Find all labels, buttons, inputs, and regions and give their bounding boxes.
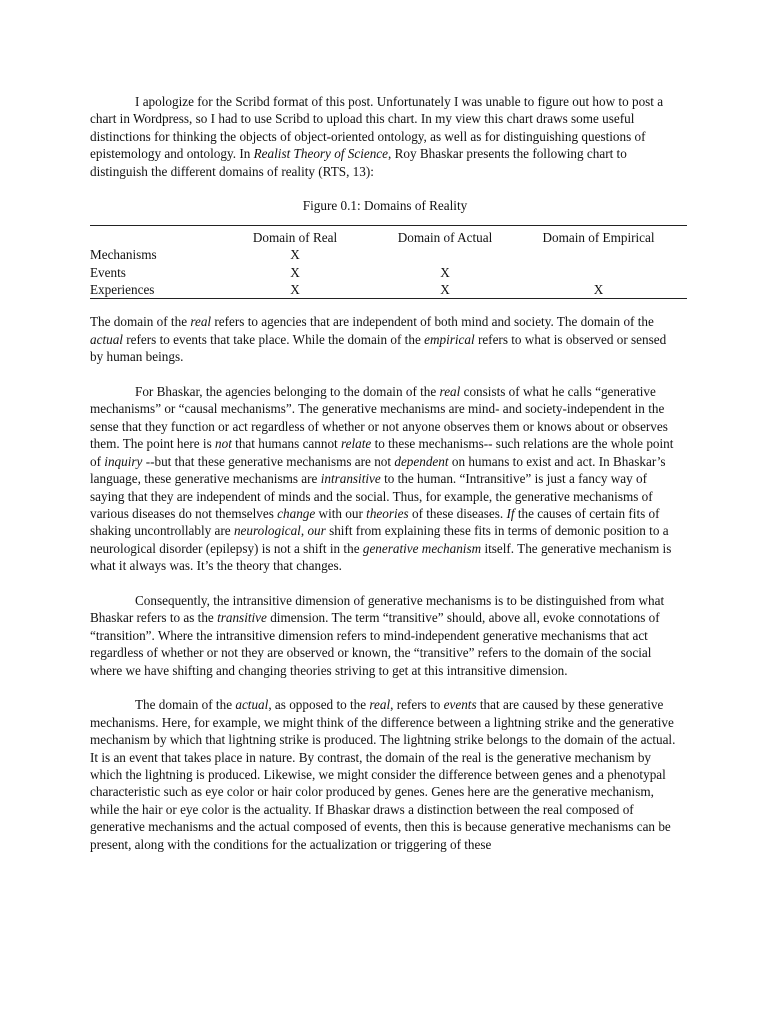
- text-run: ,: [300, 523, 308, 539]
- text-run: of these diseases.: [408, 505, 507, 521]
- text-run: to the human. “Intransitive” is just a fancy way of saying that they are independent of minds and the social. Thus, for example, the generative mechanisms of various diseases do not themselves: [90, 471, 653, 521]
- text-run: Consequently, the intransitive dimension of generative mechanisms is to be distinguished from what Bhaskar refers to as the: [90, 592, 665, 626]
- table-cell: [510, 264, 687, 281]
- text-run: that are caused by these generative mechanisms. Here, for example, we might think of the difference between a lightning strike and the generative mechanism by which that lightning strike is produced. The lightning strike belongs to the domain of the actual. It is an event that takes place in nature. By contrast, the domain of the real is the generative mechanism by which the lightning is produced. Likewise, we might consider the difference between genes and a phenotypal characteristic such as eye color or hair color produced by genes. Genes here are the generative mechanism, while the hair or eye color is the actuality. If Bhaskar draws a distinction between the real composed of generative mechanisms and the actual composed of events, then this is because generative mechanisms can be present, along with the conditions for the actualization or triggering of these: [90, 697, 676, 852]
- header-cell: Domain of Empirical: [542, 229, 655, 245]
- italic-text-run: empirical: [424, 331, 475, 347]
- table-header-row: [90, 225, 687, 246]
- table-cell: X: [440, 282, 450, 298]
- table-cell: [380, 246, 510, 263]
- table-row: [90, 264, 687, 281]
- text-run: I apologize for the Scribd format of this post. Unfortunately I was unable to figure out how to post a chart in Wordpress, so I had to use Scribd to upload this chart. In my view this chart draws some useful distinctions for thinking the objects of object-oriented ontology, as well as for distinguishing questions of epistemology and ontology. In: [90, 94, 664, 162]
- italic-text-run: actual: [90, 331, 123, 347]
- row-label: Events: [90, 264, 126, 280]
- italic-text-run: events: [443, 697, 477, 713]
- table-cell: X: [290, 264, 300, 280]
- paragraph-generative-mechanisms: [90, 383, 680, 574]
- text-run: consists of what he calls “generative mechanisms” or “causal mechanisms”. The generative mechanisms are mind- and society-independent in the sense that they function or act regardless of whether or not anyone observes them or knows about or observes them. The point here is: [90, 384, 668, 452]
- row-label: Mechanisms: [90, 247, 157, 263]
- italic-text-run: Realist Theory of Science: [253, 146, 389, 162]
- table-cell: X: [440, 264, 450, 280]
- italic-text-run: real: [190, 314, 212, 330]
- italic-text-run: inquiry: [104, 453, 143, 469]
- italic-text-run: change: [277, 505, 316, 521]
- table-cell: [510, 246, 687, 263]
- paragraph-transitive: [90, 592, 680, 679]
- italic-text-run: neurological: [233, 523, 301, 539]
- text-run: on humans to exist and act. In Bhaskar’s language, these generative mechanisms are: [90, 453, 666, 487]
- italic-text-run: actual: [235, 697, 269, 713]
- text-run: The domain of the: [135, 697, 236, 713]
- text-run: shift from explaining these fits in terms of demonic position to a neurological disorder (epilepsy) is not a shift in the: [90, 523, 669, 556]
- table-cell: X: [290, 247, 300, 263]
- italic-text-run: If: [506, 505, 515, 521]
- italic-text-run: theories: [366, 505, 409, 521]
- table-row: [90, 281, 687, 299]
- text-run: dimension. The term “transitive” should, above all, evoke connotations of “transition”. Where the intransitive dimension refers to mind-independent generative mechanisms that act regardless of whether or not they are observed or known, the “transitive” refers to the domain of the social where we have shifting and changing theories striving to get at this intransitive dimension.: [90, 610, 660, 678]
- text-run: --but that these generative mechanisms are not: [142, 453, 395, 469]
- table-cell: X: [593, 282, 604, 298]
- figure-caption: Figure 0.1: Domains of Reality: [302, 198, 468, 214]
- italic-text-run: intransitive: [320, 471, 381, 487]
- text-run: to these mechanisms-- such relations are the whole point of: [90, 436, 674, 469]
- text-run: , Roy Bhaskar presents the following chart to distinguish the different domains of reality (RTS, 13):: [90, 146, 627, 179]
- intro-paragraph: [90, 93, 680, 180]
- text-run: , as opposed to the: [268, 697, 370, 713]
- italic-text-run: generative mechanism: [362, 540, 482, 556]
- italic-text-run: dependent: [394, 453, 449, 469]
- text-run: the causes of certain fits of shaking uncontrollably are: [90, 505, 660, 539]
- text-run: refers to agencies that are independent of both mind and society. The domain of the: [211, 314, 654, 330]
- italic-text-run: transitive: [217, 610, 267, 626]
- text-run: itself. The generative mechanism is what it always was. It’s the theory that changes.: [90, 540, 672, 574]
- paragraph-actual: [90, 696, 680, 853]
- domains-table: [90, 225, 687, 300]
- paragraph-domains: [90, 313, 680, 365]
- text-run: refers to what is observed or sensed by human beings.: [90, 331, 667, 365]
- table-cell: X: [290, 282, 300, 298]
- text-run: For Bhaskar, the agencies belonging to the domain of the: [135, 384, 440, 400]
- table-row: [90, 246, 687, 263]
- italic-text-run: not: [215, 436, 232, 452]
- italic-text-run: our: [307, 523, 326, 539]
- row-label: Experiences: [90, 282, 155, 298]
- text-run: with our: [315, 505, 367, 521]
- text-run: , refers to: [390, 697, 444, 713]
- header-cell: Domain of Actual: [397, 229, 493, 245]
- italic-text-run: real: [439, 384, 461, 400]
- header-cell: Domain of Real: [252, 229, 338, 245]
- italic-text-run: relate: [341, 436, 372, 452]
- text-run: refers to events that take place. While the domain of the: [122, 331, 425, 347]
- document-body: [90, 93, 680, 870]
- text-run: The domain of the: [90, 314, 191, 330]
- header-cell: [90, 225, 210, 246]
- italic-text-run: real: [369, 697, 391, 713]
- text-run: that humans cannot: [231, 436, 342, 452]
